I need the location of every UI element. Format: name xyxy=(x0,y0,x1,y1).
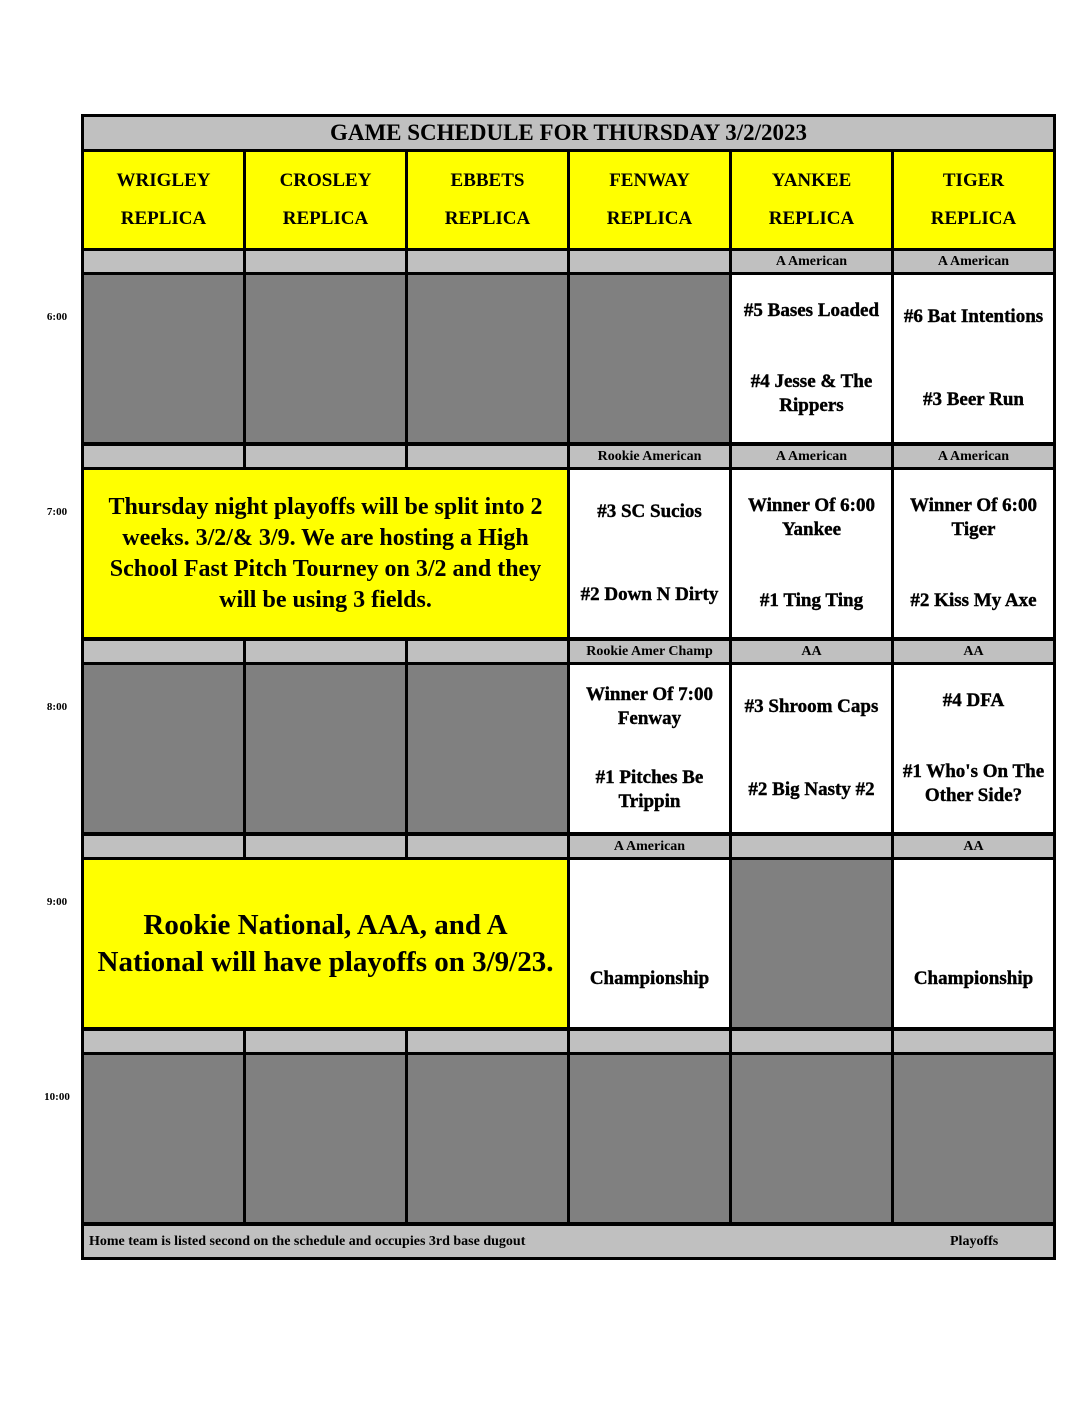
game-9-fenway: Championship xyxy=(570,860,729,1027)
footer-note: Home team is listed second on the schedule and occupies 3rd base dugout xyxy=(89,1233,526,1249)
label-cell xyxy=(408,251,567,272)
empty-slot xyxy=(246,1055,405,1222)
schedule-footer xyxy=(84,1226,1053,1257)
empty-slot xyxy=(732,860,891,1027)
division-label-7-fenway: Rookie American xyxy=(570,446,729,467)
label-cell xyxy=(246,1031,405,1052)
empty-slot xyxy=(84,1055,243,1222)
game-7-tiger: Winner Of 6:00 Tiger #2 Kiss My Axe xyxy=(894,470,1053,637)
game-7-yankee: Winner Of 6:00 Yankee #1 Ting Ting xyxy=(732,470,891,637)
field-header-wrigley: WRIGLEY REPLICA xyxy=(84,152,243,248)
empty-slot xyxy=(84,275,243,442)
label-cell xyxy=(408,836,567,857)
empty-slot xyxy=(408,665,567,832)
label-cell xyxy=(246,446,405,467)
label-cell xyxy=(246,641,405,662)
label-cell xyxy=(246,836,405,857)
time-label-8: 8:00 xyxy=(46,701,68,713)
division-label-9-fenway: A American xyxy=(570,836,729,857)
field-header-ebbets: EBBETS REPLICA xyxy=(408,152,567,248)
schedule-title: GAME SCHEDULE FOR THURSDAY 3/2/2023 xyxy=(84,117,1053,149)
empty-slot xyxy=(246,665,405,832)
label-cell xyxy=(408,1031,567,1052)
label-cell xyxy=(84,836,243,857)
empty-slot xyxy=(84,665,243,832)
label-cell xyxy=(408,641,567,662)
label-cell xyxy=(84,1031,243,1052)
field-header-fenway: FENWAY REPLICA xyxy=(570,152,729,248)
time-label-7: 7:00 xyxy=(46,506,68,518)
division-label-6-tiger: A American xyxy=(894,251,1053,272)
footer-playoffs: Playoffs xyxy=(950,1233,999,1249)
empty-slot xyxy=(408,275,567,442)
empty-slot xyxy=(570,1055,729,1222)
playoff-date-notice: Rookie National, AAA, and A National will have playoffs on 3/9/23. xyxy=(84,860,567,1027)
game-6-tiger: #6 Bat Intentions #3 Beer Run xyxy=(894,275,1053,442)
division-label-6-yankee: A American xyxy=(732,251,891,272)
empty-slot xyxy=(732,1055,891,1222)
game-9-tiger: Championship xyxy=(894,860,1053,1027)
label-cell xyxy=(246,251,405,272)
time-label-10: 10:00 xyxy=(44,1091,70,1103)
field-header-tiger: TIGER REPLICA xyxy=(894,152,1053,248)
playoff-notice: Thursday night playoffs will be split into 2 weeks. 3/2/& 3/9. We are hosting a High School Fast Pitch Tourney on 3/2 and they will be using 3 fields. xyxy=(84,470,567,637)
division-label-7-tiger: A American xyxy=(894,446,1053,467)
empty-slot xyxy=(894,1055,1053,1222)
label-cell xyxy=(84,446,243,467)
game-8-tiger: #4 DFA #1 Who's On The Other Side? xyxy=(894,665,1053,832)
schedule-table xyxy=(81,114,1056,1260)
label-cell xyxy=(84,641,243,662)
label-cell xyxy=(732,1031,891,1052)
label-cell xyxy=(570,1031,729,1052)
label-cell xyxy=(84,251,243,272)
empty-slot xyxy=(246,275,405,442)
division-label-7-yankee: A American xyxy=(732,446,891,467)
label-cell xyxy=(570,251,729,272)
time-label-9: 9:00 xyxy=(46,896,68,908)
division-label-9-tiger: AA xyxy=(894,836,1053,857)
label-cell xyxy=(894,1031,1053,1052)
game-7-fenway: #3 SC Sucios #2 Down N Dirty xyxy=(570,470,729,637)
game-8-yankee: #3 Shroom Caps #2 Big Nasty #2 xyxy=(732,665,891,832)
empty-slot xyxy=(408,1055,567,1222)
time-label-6: 6:00 xyxy=(46,311,68,323)
division-label-8-yankee: AA xyxy=(732,641,891,662)
field-header-yankee: YANKEE REPLICA xyxy=(732,152,891,248)
division-label-8-fenway: Rookie Amer Champ xyxy=(570,641,729,662)
field-header-crosley: CROSLEY REPLICA xyxy=(246,152,405,248)
game-8-fenway: Winner Of 7:00 Fenway #1 Pitches Be Trippin xyxy=(570,665,729,832)
division-label-8-tiger: AA xyxy=(894,641,1053,662)
game-6-yankee: #5 Bases Loaded #4 Jesse & The Rippers xyxy=(732,275,891,442)
label-cell xyxy=(732,836,891,857)
empty-slot xyxy=(570,275,729,442)
label-cell xyxy=(408,446,567,467)
